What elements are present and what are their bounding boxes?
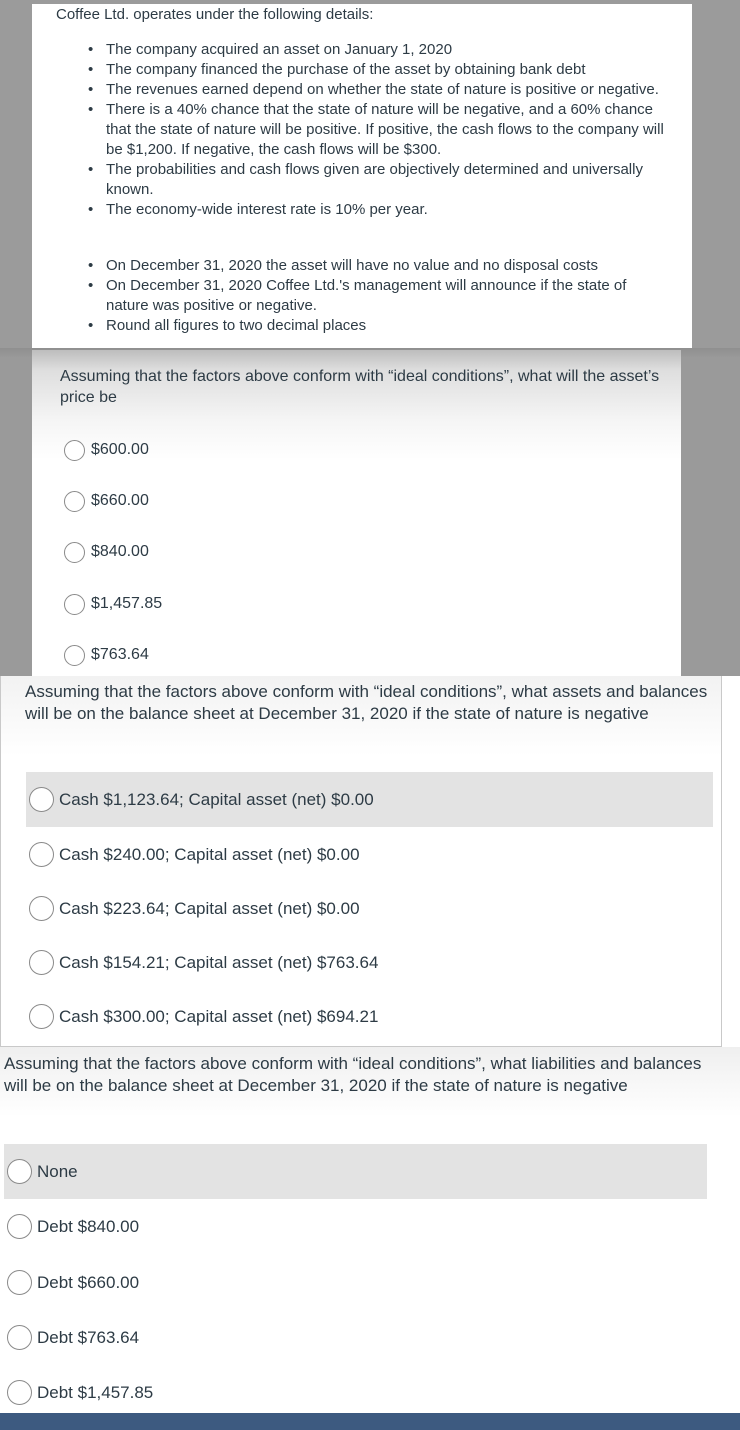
question-2-card: [0, 676, 722, 1047]
answer-option[interactable]: [26, 827, 713, 882]
info-bullet: • The probabilities and cash flows given are objectively determined and universally known.: [88, 160, 668, 200]
info-bullet-list-2: [88, 256, 668, 336]
radio-button[interactable]: [7, 1159, 32, 1184]
radio-button[interactable]: [64, 542, 85, 563]
answer-option[interactable]: [64, 592, 162, 616]
answer-option[interactable]: [26, 881, 713, 936]
answer-label: Cash $1,123.64; Capital asset (net) $0.00: [59, 789, 374, 809]
radio-button[interactable]: [64, 440, 85, 461]
answer-label: $763.64: [91, 646, 149, 663]
info-bullet: • Round all figures to two decimal places: [88, 316, 668, 336]
info-bullet: • The company financed the purchase of the asset by obtaining bank debt: [88, 60, 668, 80]
radio-button[interactable]: [7, 1325, 32, 1350]
answer-label: $1,457.85: [91, 595, 163, 612]
radio-button[interactable]: [7, 1214, 32, 1239]
answer-label: Debt $1,457.85: [37, 1382, 154, 1402]
answer-option[interactable]: [4, 1255, 707, 1310]
answer-label: Cash $223.64; Capital asset (net) $0.00: [59, 898, 360, 918]
info-bullet: • On December 31, 2020 Coffee Ltd.'s management will announce if the state of nature was positive or negative.: [88, 276, 668, 316]
info-bullet: • The revenues earned depend on whether the state of nature is positive or negative.: [88, 80, 668, 100]
info-bullet-list: [88, 40, 668, 220]
answer-option[interactable]: [64, 540, 149, 564]
answer-option[interactable]: [4, 1199, 707, 1254]
info-intro: Coffee Ltd. operates under the following details:: [56, 6, 374, 23]
answer-label: None: [37, 1161, 78, 1181]
radio-button[interactable]: [64, 594, 85, 615]
radio-button[interactable]: [29, 1004, 54, 1029]
answer-label: Debt $763.64: [37, 1327, 140, 1347]
answer-option[interactable]: [4, 1365, 707, 1420]
answer-option[interactable]: [4, 1310, 707, 1365]
answer-option[interactable]: [64, 489, 149, 513]
answer-label: Debt $840.00: [37, 1216, 140, 1236]
radio-button[interactable]: [29, 842, 54, 867]
radio-button[interactable]: [64, 491, 85, 512]
radio-button[interactable]: [29, 896, 54, 921]
answer-option[interactable]: [64, 643, 149, 667]
radio-button[interactable]: [29, 950, 54, 975]
answer-option[interactable]: [64, 438, 149, 462]
answer-label: $600.00: [91, 441, 149, 458]
radio-button[interactable]: [7, 1270, 32, 1295]
answer-option[interactable]: [26, 935, 713, 990]
answer-label: Cash $300.00; Capital asset (net) $694.21: [59, 1006, 379, 1026]
info-bullet: • The company acquired an asset on January 1, 2020: [88, 40, 668, 60]
info-bullet: • On December 31, 2020 the asset will have no value and no disposal costs: [88, 256, 668, 276]
answer-label: $840.00: [91, 543, 149, 560]
info-card: [32, 4, 692, 348]
question-2-text: Assuming that the factors above conform with “ideal conditions”, what assets and balances will be on the balance sheet at December 31, 2020 if the state of nature is negative: [25, 682, 708, 723]
info-bullet: • There is a 40% chance that the state of nature will be negative, and a 60% chance that the state of nature will be positive. If positive, the cash flows to the company will be $1,200. If negative, the cash flows will be $300.: [88, 100, 668, 160]
answer-option[interactable]: [4, 1144, 707, 1199]
answer-label: Cash $240.00; Capital asset (net) $0.00: [59, 844, 360, 864]
background-band: [722, 676, 740, 1047]
question-1-text: Assuming that the factors above conform with “ideal conditions”, what will the asset’s price be: [60, 368, 660, 406]
info-bullet: • The economy-wide interest rate is 10% per year.: [88, 200, 668, 220]
question-1-card: [32, 350, 681, 676]
radio-button[interactable]: [29, 787, 54, 812]
answer-option[interactable]: [26, 772, 713, 827]
question-3-card: [0, 1047, 740, 1413]
radio-button[interactable]: [7, 1380, 32, 1405]
answer-label: Cash $154.21; Capital asset (net) $763.64: [59, 952, 379, 972]
answer-label: Debt $660.00: [37, 1272, 140, 1292]
answer-option[interactable]: [26, 989, 713, 1044]
radio-button[interactable]: [64, 645, 85, 666]
bottom-bar: [0, 1413, 740, 1430]
answer-label: $660.00: [91, 492, 149, 509]
question-3-text: Assuming that the factors above conform with “ideal conditions”, what liabilities and balances will be on the balance sheet at December 31, 2020 if the state of nature is negative: [4, 1054, 702, 1095]
